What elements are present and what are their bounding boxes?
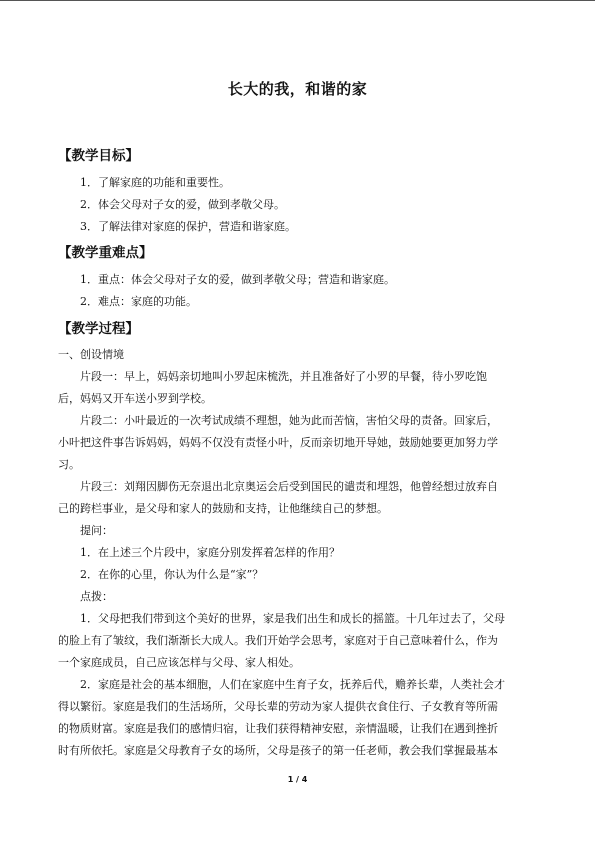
objective-item: 3．了解法律对家庭的保护，营造和谐家庭。	[80, 220, 296, 233]
question-item: 2．在你的心里，你认为什么是“家”？	[80, 568, 264, 581]
key-point-item: 2．难点：家庭的功能。	[80, 295, 197, 308]
objective-item: 2．体会父母对子女的爱，做到孝敬父母。	[80, 198, 285, 211]
paragraph-line: 时有所依托。家庭是父母教育子女的场所，父母是孩子的第一任老师，教会我们掌握最基本	[58, 744, 498, 757]
paragraph-line: 己的跨栏事业，是父母和家人的鼓励和支持，让他继续自己的梦想。	[58, 502, 388, 515]
page-title: 长大的我，和谐的家	[227, 80, 368, 98]
guidance-label: 点拨：	[80, 590, 113, 603]
paragraph-line: 片段一：早上，妈妈亲切地叫小罗起床梳洗，并且准备好了小罗的早餐，待小罗吃饱	[80, 370, 487, 383]
paragraph-line: 得以繁衍。家庭是我们的生活场所，父母长辈的劳动为家人提供衣食住行、子女教育等所需	[58, 700, 498, 713]
paragraph-line: 的物质财富。家庭是我们的感情归宿，让我们获得精神安慰，亲情温暖，让我们在遇到挫折	[58, 722, 498, 735]
key-point-item: 1．重点：体会父母对子女的爱，做到孝敬父母；营造和谐家庭。	[80, 273, 395, 286]
paragraph-line: 小叶把这件事告诉妈妈，妈妈不仅没有责怪小叶，反而亲切地开导她，鼓励她要更加努力学	[58, 436, 498, 449]
objective-item: 1．了解家庭的功能和重要性。	[80, 176, 230, 189]
question-item: 1．在上述三个片段中，家庭分别发挥着怎样的作用？	[80, 546, 340, 559]
paragraph-line: 1．父母把我们带到这个美好的世界，家是我们出生和成长的摇篮。十几年过去了，父母	[80, 612, 505, 625]
section-heading-key-points: 【教学重难点】	[58, 245, 153, 261]
paragraph-line: 后，妈妈又开车送小罗到学校。	[58, 392, 212, 405]
paragraph-line: 2．家庭是社会的基本细胞，人们在家庭中生育子女，抚养后代，赡养长辈，人类社会才	[80, 678, 505, 691]
process-subheading: 一、创设情境	[58, 348, 124, 361]
paragraph-line: 片段三：刘翔因脚伤无奈退出北京奥运会后受到国民的谴责和埋怨，他曾经想过放弃自	[80, 480, 498, 493]
paragraph-line: 的脸上有了皱纹，我们渐渐长大成人。我们开始学会思考，家庭对于自己意味着什么，作为	[58, 634, 498, 647]
paragraph-line: 习。	[58, 458, 80, 471]
question-label: 提问：	[80, 524, 113, 537]
page-top-rule	[0, 0, 595, 1]
section-heading-objectives: 【教学目标】	[58, 148, 139, 164]
paragraph-line: 一个家庭成员，自己应该怎样与父母、家人相处。	[58, 656, 300, 669]
paragraph-line: 片段二：小叶最近的一次考试成绩不理想，她为此而苦恼，害怕父母的责备。回家后，	[80, 414, 498, 427]
section-heading-process: 【教学过程】	[58, 321, 139, 337]
page-number: 1 / 4	[287, 775, 308, 784]
